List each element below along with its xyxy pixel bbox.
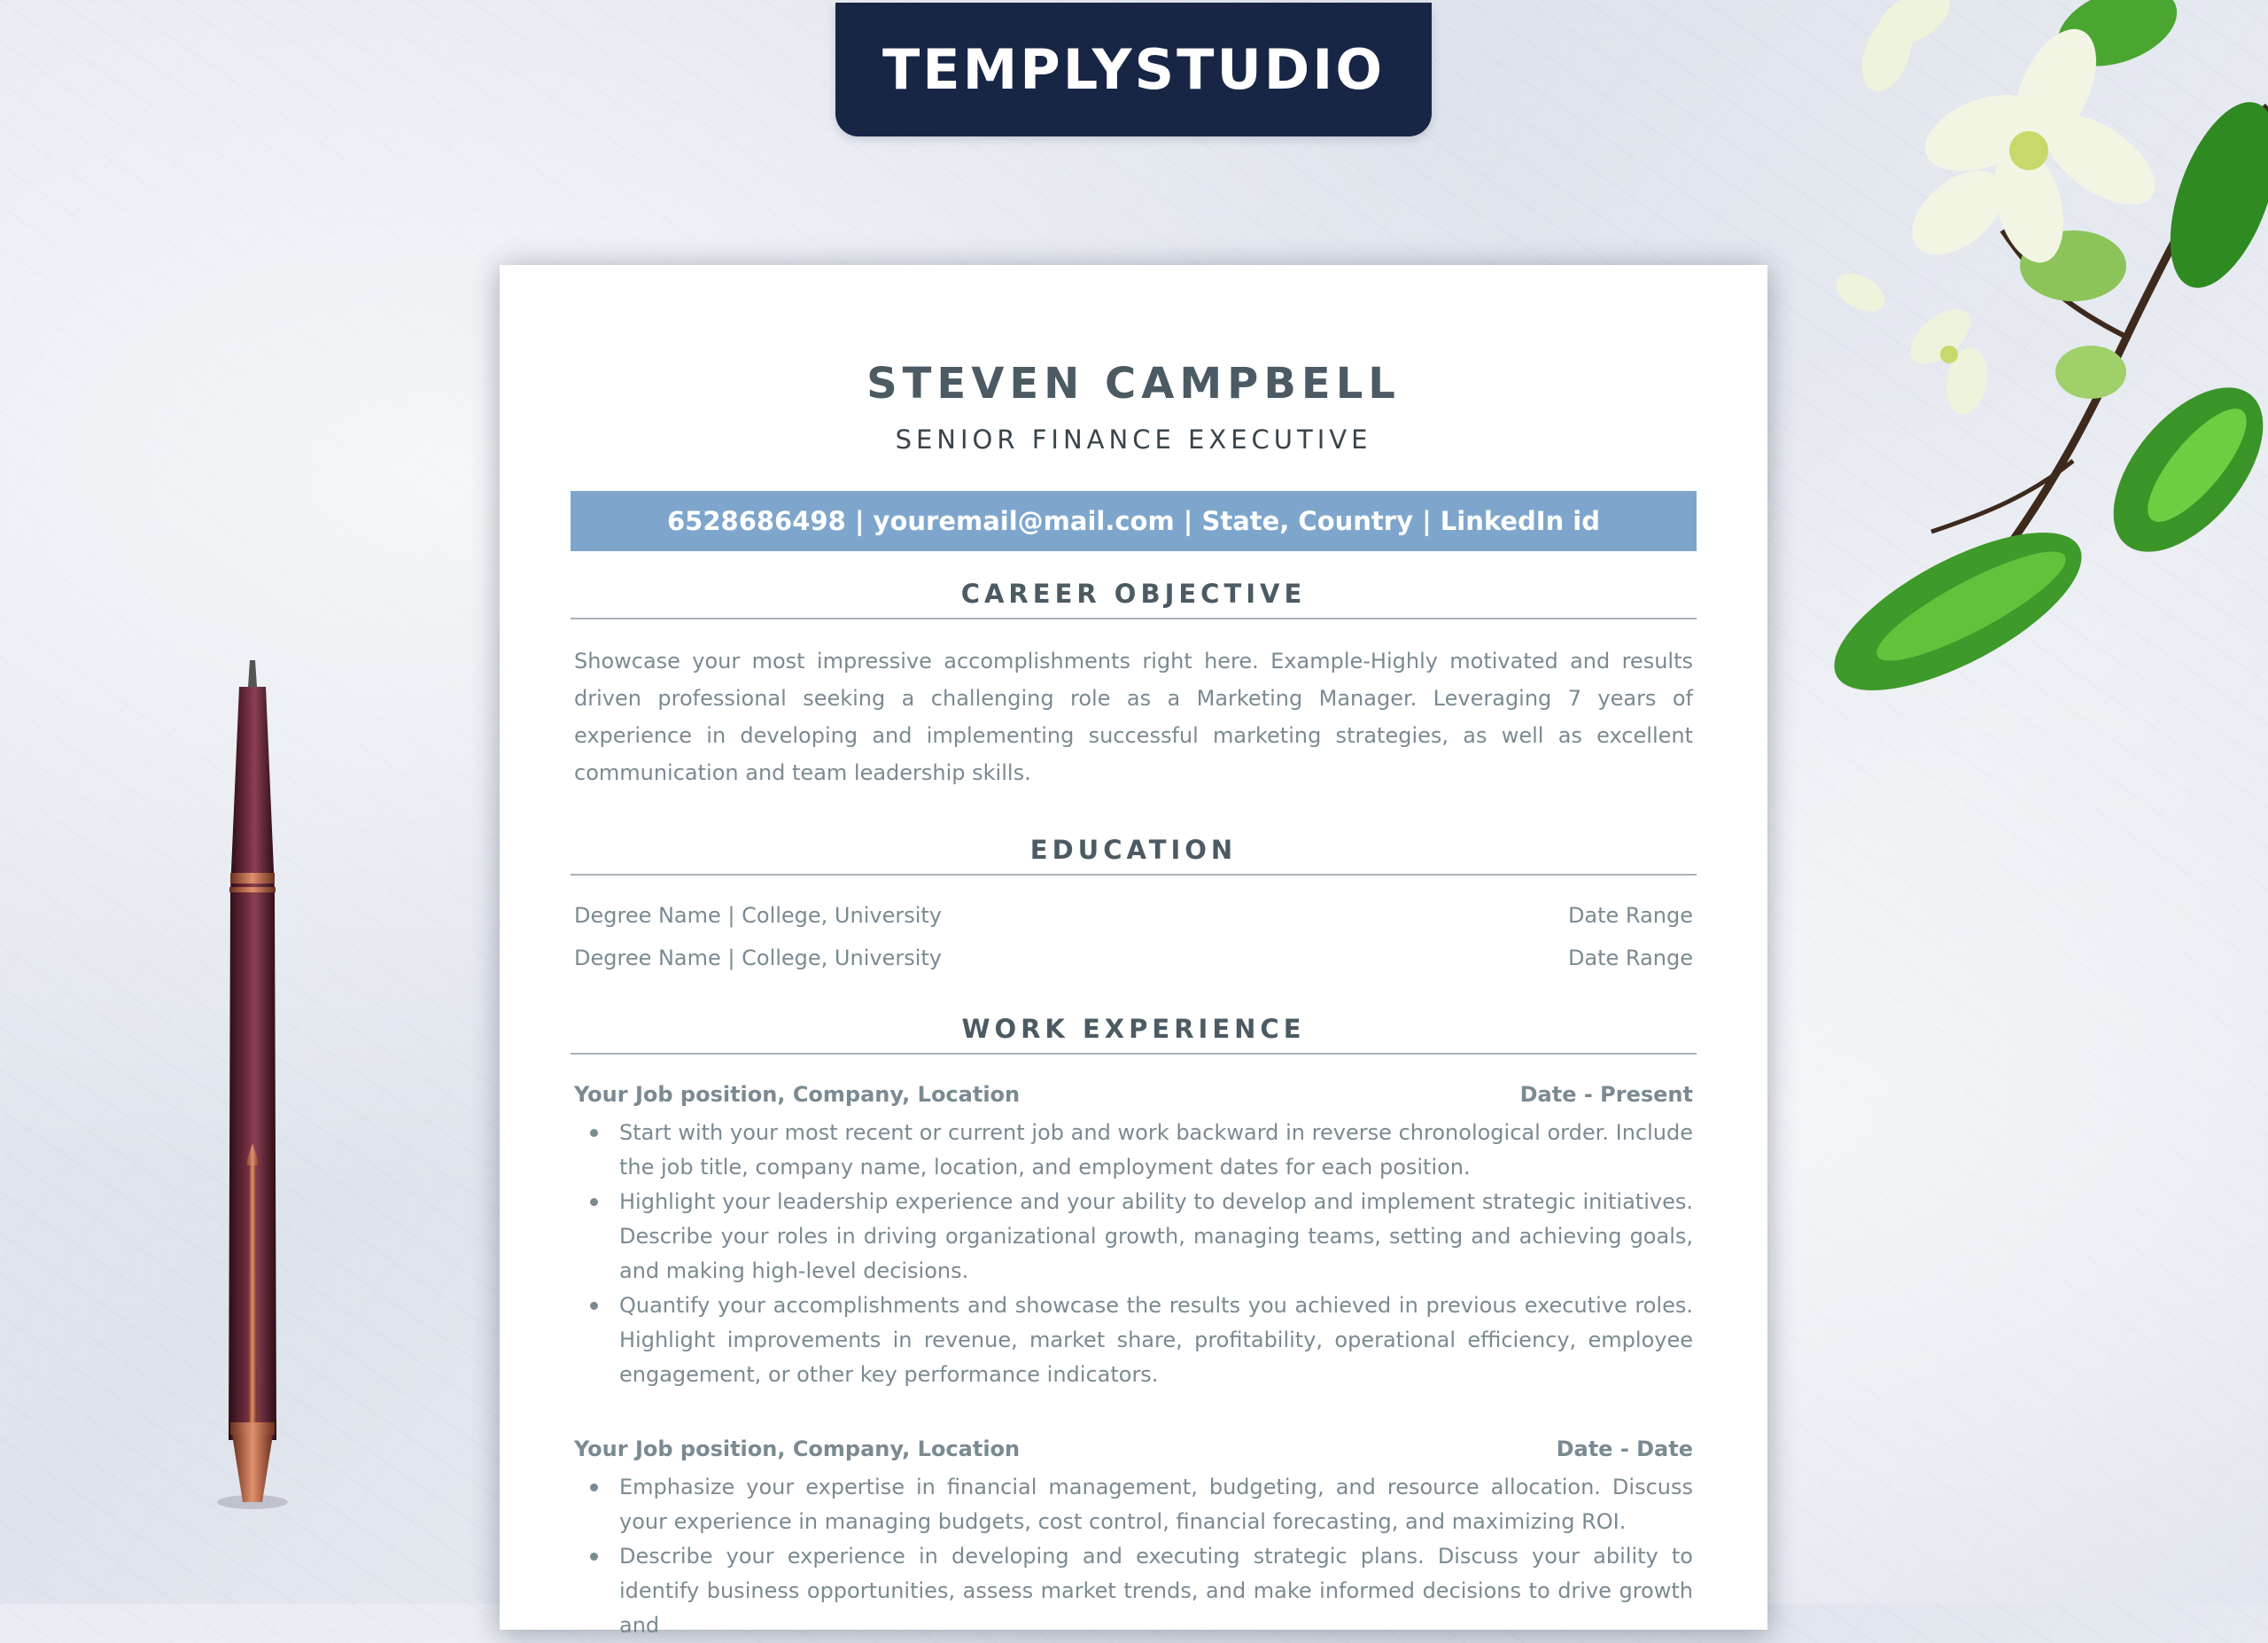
bullet-icon: [590, 1129, 598, 1137]
resume-page: [500, 265, 1767, 1638]
bullet-text: Start with your most recent or current job and work backward in reverse chronological order. Include the job title, company name, location, and employment dates for each position.: [619, 1120, 1693, 1180]
bullet-icon: [590, 1198, 598, 1206]
bullet-text: Describe your experience in developing and executing strategic plans. Discuss your ability to identify business opportunities, assess market trends, and make informed decisions to drive growth and: [619, 1544, 1693, 1638]
plant-decoration: [1807, 0, 2268, 744]
bullet-text: Highlight your leadership experience and your ability to develop and implement strategic initiatives. Describe your roles in driving organizational growth, managing teams, setting and achieving goals, and making high-level decisions.: [619, 1189, 1693, 1283]
bullet-text: Quantify your accomplishments and showcase the results you achieved in previous executive roles. Highlight improvements in revenue, market share, profitability, operational efficiency, employee engagement, or other key performance indicators.: [619, 1293, 1693, 1387]
education-dates: Date Range: [1567, 903, 1693, 928]
education-entry: [574, 903, 1693, 928]
job-bullet-list: [574, 1116, 1693, 1392]
education-degree: Degree Name | College, University: [574, 903, 942, 928]
section-divider: [571, 618, 1697, 619]
job-bullet-list: [574, 1470, 1693, 1643]
job-header: [574, 1082, 1693, 1107]
education-dates: Date Range: [1567, 946, 1693, 970]
list-item: [574, 1470, 1693, 1539]
candidate-name: STEVEN CAMPBELL: [866, 359, 1401, 409]
bullet-icon: [590, 1302, 598, 1310]
job-position: Your Job position, Company, Location: [574, 1437, 1021, 1461]
education-entry: [574, 946, 1693, 970]
job-dates: Date - Present: [1519, 1082, 1693, 1107]
work-experience-heading: WORK EXPERIENCE: [961, 1014, 1306, 1044]
list-item: [574, 1539, 1693, 1643]
list-item: [574, 1289, 1693, 1392]
contact-info: 6528686498 | youremail@mail.com | State, Country | LinkedIn id: [666, 506, 1601, 536]
bullet-icon: [590, 1553, 598, 1561]
career-objective-heading: CAREER OBJECTIVE: [960, 579, 1307, 609]
contact-bar: [571, 491, 1697, 551]
career-objective-text: Showcase your most impressive accomplishments right here. Example-Highly motivated and results driven professional seeking a challenging role as a Marketing Manager. Leveraging 7 years of experience in developing and implementing successful marketing strategies, as well as excellent communication and team leadership skills.: [574, 649, 1693, 785]
brand-banner: [835, 3, 1432, 136]
education-heading: EDUCATION: [1029, 835, 1238, 865]
candidate-title: SENIOR FINANCE EXECUTIVE: [895, 424, 1372, 455]
bullet-icon: [590, 1483, 598, 1491]
list-item: [574, 1185, 1693, 1289]
pen-decoration: [204, 660, 301, 1511]
brand-name: TEMPLYSTUDIO: [882, 37, 1386, 102]
job-position: Your Job position, Company, Location: [574, 1082, 1021, 1107]
bullet-text: Emphasize your expertise in financial management, budgeting, and resource allocation. Discuss your experience in managing budgets, cost control, financial forecasting, and maximizing ROI.: [619, 1475, 1693, 1534]
job-dates: Date - Date: [1556, 1437, 1693, 1461]
section-divider: [571, 1053, 1697, 1055]
job-header: [574, 1437, 1693, 1461]
section-divider: [571, 874, 1697, 876]
education-degree: Degree Name | College, University: [574, 946, 942, 970]
list-item: [574, 1116, 1693, 1185]
